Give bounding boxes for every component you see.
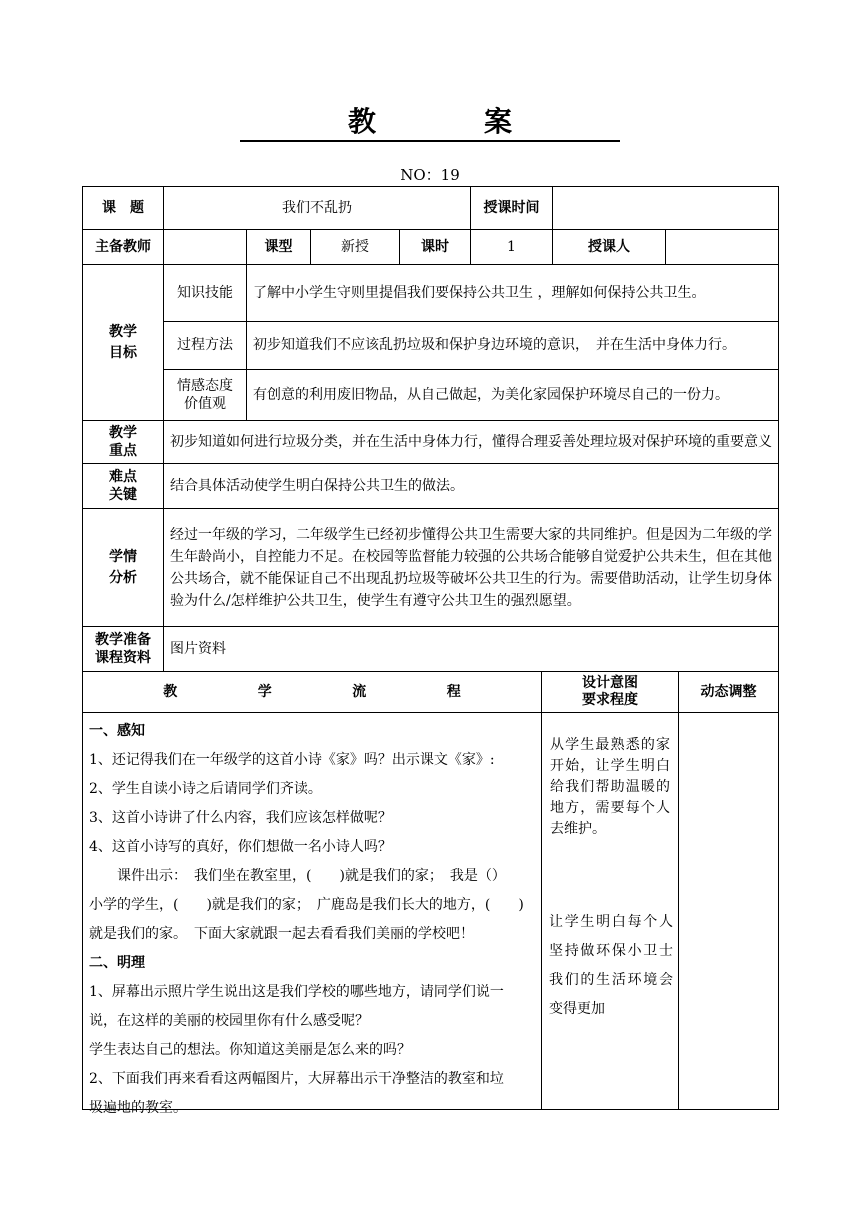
lesson-number: NO：19 [400, 166, 460, 184]
type-label: 课型 [246, 229, 311, 265]
analysis-label: 学情 分析 [82, 508, 164, 627]
prep-label: 教学准备 课程资料 [82, 626, 164, 672]
flow-line: 2、学生自读小诗之后请同学们齐读。 [89, 781, 322, 797]
topic-label: 课 题 [82, 186, 164, 230]
time-label: 授课时间 [470, 186, 553, 230]
document-title: 教案 [0, 100, 860, 140]
lecturer-label: 授课人 [552, 229, 666, 265]
design-note: 从学生最熟悉的家开始，让学生明白给我们帮助温暖的地方，需要每个人去维护。 [550, 737, 670, 837]
prep-text: 图片资料 [163, 626, 779, 672]
flow-line: 小学的学生，( )就是我们的家； 广鹿岛是我们长大的地方，( ) [89, 897, 524, 913]
flow-line: 1、还记得我们在一年级学的这首小诗《家》吗？出示课文《家》: [89, 752, 495, 768]
goal-knowledge-text: 了解中小学生守则里提倡我们要保持公共卫生 ，理解如何保持公共卫生。 [246, 264, 779, 322]
dynamic-adjust-cell [678, 712, 779, 1110]
flow-line: 2、下面我们再来看看这两幅图片，大屏幕出示干净整洁的教室和垃 [89, 1071, 504, 1087]
hours-value: 1 [470, 229, 553, 265]
flow-line: 3、这首小诗讲了什么内容，我们应该怎样做呢？ [89, 810, 392, 826]
design-intent-header: 设计意图 要求程度 [541, 671, 679, 713]
flow-line: 圾遍地的教室。 [89, 1100, 187, 1116]
focus-label: 教学 重点 [82, 420, 164, 464]
topic-value: 我们不乱扔 [163, 186, 471, 230]
flow-line: 1、屏幕出示照片学生说出这是我们学校的哪些地方，请同学们说一 [89, 984, 504, 1000]
flow-line: 学生表达自己的想法。你知道这美丽是怎么来的吗？ [89, 1042, 411, 1058]
time-value [552, 186, 779, 230]
goal-process-text: 初步知道我们不应该乱扔垃圾和保护身边环境的意识， 并在生活中身体力行。 [246, 321, 779, 370]
goal-process-label: 过程方法 [163, 321, 247, 370]
flow-header: 教 学 流 程 [82, 671, 542, 713]
flow-line: 说，在这样的美丽的校园里你有什么感受呢？ [89, 1013, 369, 1029]
section-title: 二、明理 [89, 955, 145, 971]
goal-attitude-text: 有创意的利用废旧物品，从自己做起，为美化家园保护环境尽自己的一份力。 [246, 369, 779, 421]
flow-line: 课件出示： 我们坐在教室里，( )就是我们的家； 我是（） [117, 868, 506, 884]
teacher-label: 主备教师 [82, 229, 164, 265]
goal-knowledge-label: 知识技能 [163, 264, 247, 322]
focus-text: 初步知道如何进行垃圾分类，并在生活中身体力行，懂得合理妥善处理垃圾对保护环境的重要意义 [163, 420, 779, 464]
teaching-flow [82, 712, 542, 1116]
type-value: 新授 [310, 229, 400, 265]
difficulty-text: 结合具体活动使学生明白保持公共卫生的做法。 [163, 463, 779, 509]
goals-label: 教学 目标 [82, 264, 164, 421]
analysis-text: 经过一年级的学习，二年级学生已经初步懂得公共卫生需要大家的共同维护。但是因为二年级的学生年龄尚小，自控能力不足。在校园等监督能力较强的公共场合能够自觉爱护公共未生，但在其他公共场合，就不能保证自己不出现乱扔垃圾等破坏公共卫生的行为。需要借助活动，让学生切身体验为什么/怎样维护公共卫生，使学生有遵守公共卫生的强烈愿望。 [163, 508, 779, 627]
dynamic-adjust-header: 动态调整 [678, 671, 779, 713]
flow-line: 4、这首小诗写的真好，你们想做一名小诗人吗？ [89, 839, 392, 855]
design-note: 让学生明白每个人坚持做环保小卫士我们的生活环境会变得更加 [549, 914, 673, 1017]
difficulty-label: 难点 关键 [82, 463, 164, 509]
goal-attitude-label: 情感态度 价值观 [163, 369, 247, 421]
teacher-value [163, 229, 247, 265]
flow-line: 就是我们的家。 下面大家就跟一起去看看我们美丽的学校吧！ [89, 926, 474, 942]
section-title: 一、感知 [89, 723, 145, 739]
lecturer-value [665, 229, 779, 265]
hours-label: 课时 [399, 229, 471, 265]
